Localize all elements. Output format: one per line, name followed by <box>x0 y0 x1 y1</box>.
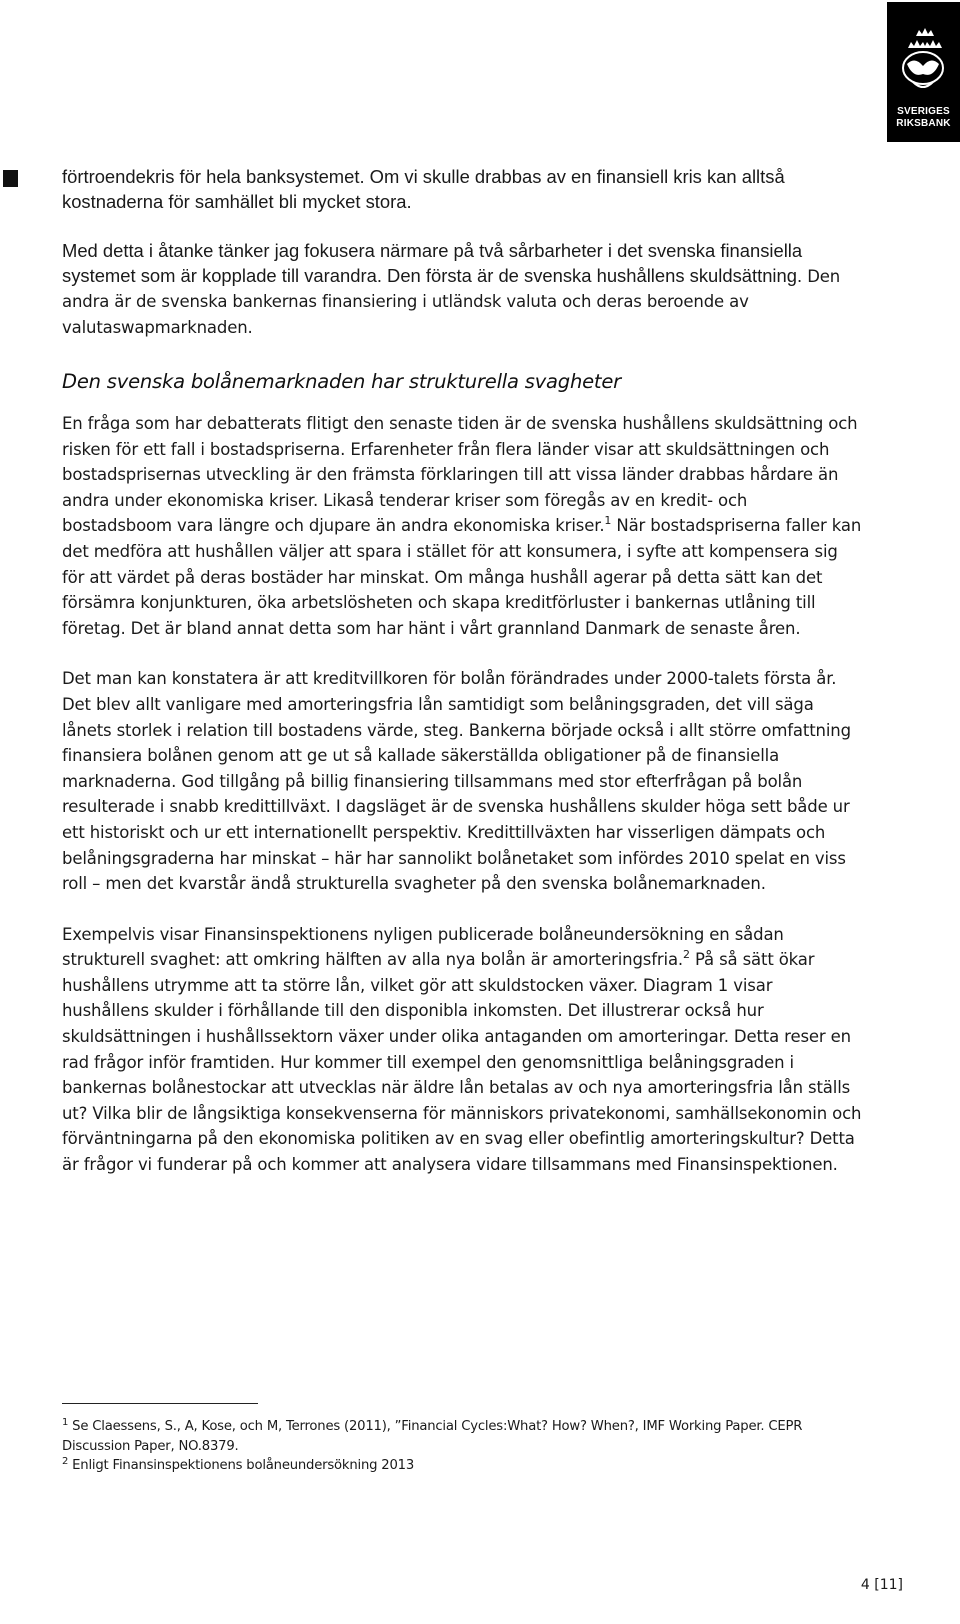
footnote-ref-1[interactable]: 1 <box>604 514 612 528</box>
logo-text-sveriges: SVERIGES <box>897 106 950 117</box>
intro-paragraph-1: förtroendekris för hela banksystemet. Om vi skulle drabbas av en finansiell kris kan alltså kostnaderna för samhället bli mycket stora. <box>62 166 785 212</box>
section-heading: Den svenska bolånemarknaden har strukturella svagheter <box>62 370 621 393</box>
section-paragraph-1-part2: När bostadspriserna faller kan det medföra att hushållen väljer att spara i stället för att konsumera, i syfte att kompensera sig för att värdet på deras bostäder har minskat. Om många hushåll agerar på detta sätt kan det försämra konjunkturen, öka arbetslösheten och skapa kreditförluster i bankernas utlåning till företag. Det är bland annat detta som har hänt i vårt grannland Danmark de senaste åren. <box>62 516 862 638</box>
section-paragraph-3-part1: Exempelvis visar Finansinspektionens nyligen publicerade bolåneundersökning en sådan strukturell svaghet: att omkring hälften av alla nya bolån är amorteringsfria. <box>62 924 784 970</box>
page-number: 4 [11] <box>860 1577 903 1593</box>
crown-emblem-icon <box>887 2 960 106</box>
footnote-2-number: 2 <box>62 1456 69 1467</box>
footnotes <box>62 1417 822 1476</box>
margin-marker <box>3 170 18 187</box>
intro-paragraph-2-text: Med detta i åtanke tänker jag fokusera närmare på två sårbarheter i det svenska finansiella systemet som är kopplade till varandra. Den första är de svenska hushållens skuldsättning. <box>62 240 803 286</box>
riksbank-logo <box>887 2 960 142</box>
logo-text-riksbank: RIKSBANK <box>896 118 951 129</box>
intro-paragraph-2 <box>62 239 862 340</box>
footnote-1 <box>62 1417 822 1456</box>
footnote-1-number: 1 <box>62 1417 69 1428</box>
footnote-ref-2[interactable]: 2 <box>683 948 690 962</box>
section-paragraph-3 <box>62 922 862 1178</box>
section-paragraph-1-part1: En fråga som har debatterats flitigt den senaste tiden är de svenska hushållens skuldsättning och risken för ett fall i bostadspriserna. Erfarenheter från flera länder visar att skuldsättningen och bostadsprisernas utveckling är den främsta förklaringen till att vissa länder drabbas hårdare än andra under ekonomiska kriser. Likaså tenderar kriser som föregås av en kredit- och bostadsboom vara längre och djupare än andra ekonomiska kriser. <box>62 414 858 536</box>
section-paragraph-1 <box>62 411 862 641</box>
footnote-2 <box>62 1456 822 1476</box>
section-paragraph-3-part2: På så sätt ökar hushållens utrymme att ta större lån, vilket gör att skuldstocken växer. Diagram 1 visar hushållens skulder i förhållande till den disponibla inkomsten. Det illustrerar också hur skuldsättningen i hushållssektorn växer under olika antaganden om amorteringar. Detta reser en rad frågor inför framtiden. Hur kommer till exempel den genomsnittliga belåningsgraden i bankernas bolånestockar att utvecklas när äldre lån betalas av och nya amorteringsfria lån ställs ut? Vilka blir de långsiktiga konsekvenserna för människors privatekonomi, samhällsekonomin och förväntningarna på den ekonomiska politiken av en svag eller obefintlig amorteringskultur? Detta är frågor vi funderar på och kommer att analysera vidare tillsammans med Finansinspektionen. <box>62 950 862 1175</box>
footnote-2-text: Enligt Finansinspektionens bolåneundersökning 2013 <box>68 1458 415 1473</box>
footnote-1-text: Se Claessens, S., A, Kose, och M, Terrones (2011), ”Financial Cycles:What? How? When?, IMF Working Paper. CEPR Discussion Paper, NO.8379. <box>62 1419 803 1454</box>
section-paragraph-2: Det man kan konstatera är att kreditvillkoren för bolån förändrades under 2000-talets första år. Det blev allt vanligare med amorteringsfria lån samtidigt som belåningsgraden, det vill säga lånets storlek i relation till bostadens värde, steg. Bankerna började också i allt större omfattning finansiera bolånen genom att ge ut så kallade säkerställda obligationer på de finansiella marknaderna. God tillgång på billig finansiering tillsammans med stor efterfrågan på bolån resulterade i snabb kredittillväxt. I dagsläget är de svenska hushållens skulder höga sett både ur ett historiskt och ur ett internationellt perspektiv. Kredittillväxten har visserligen dämpats och belåningsgraderna har minskat – här har sannolikt bolånetaket som infördes 2010 spelat en viss roll – men det kvarstår ändå strukturella svagheter på den svenska bolånemarknaden. <box>62 669 851 894</box>
footnote-divider <box>62 1403 258 1404</box>
intro-paragraph-2-cont: Den andra är de svenska bankernas finansiering i utländsk valuta och deras beroende av valutaswapmarknaden. <box>62 266 841 337</box>
main-content <box>62 165 862 1203</box>
